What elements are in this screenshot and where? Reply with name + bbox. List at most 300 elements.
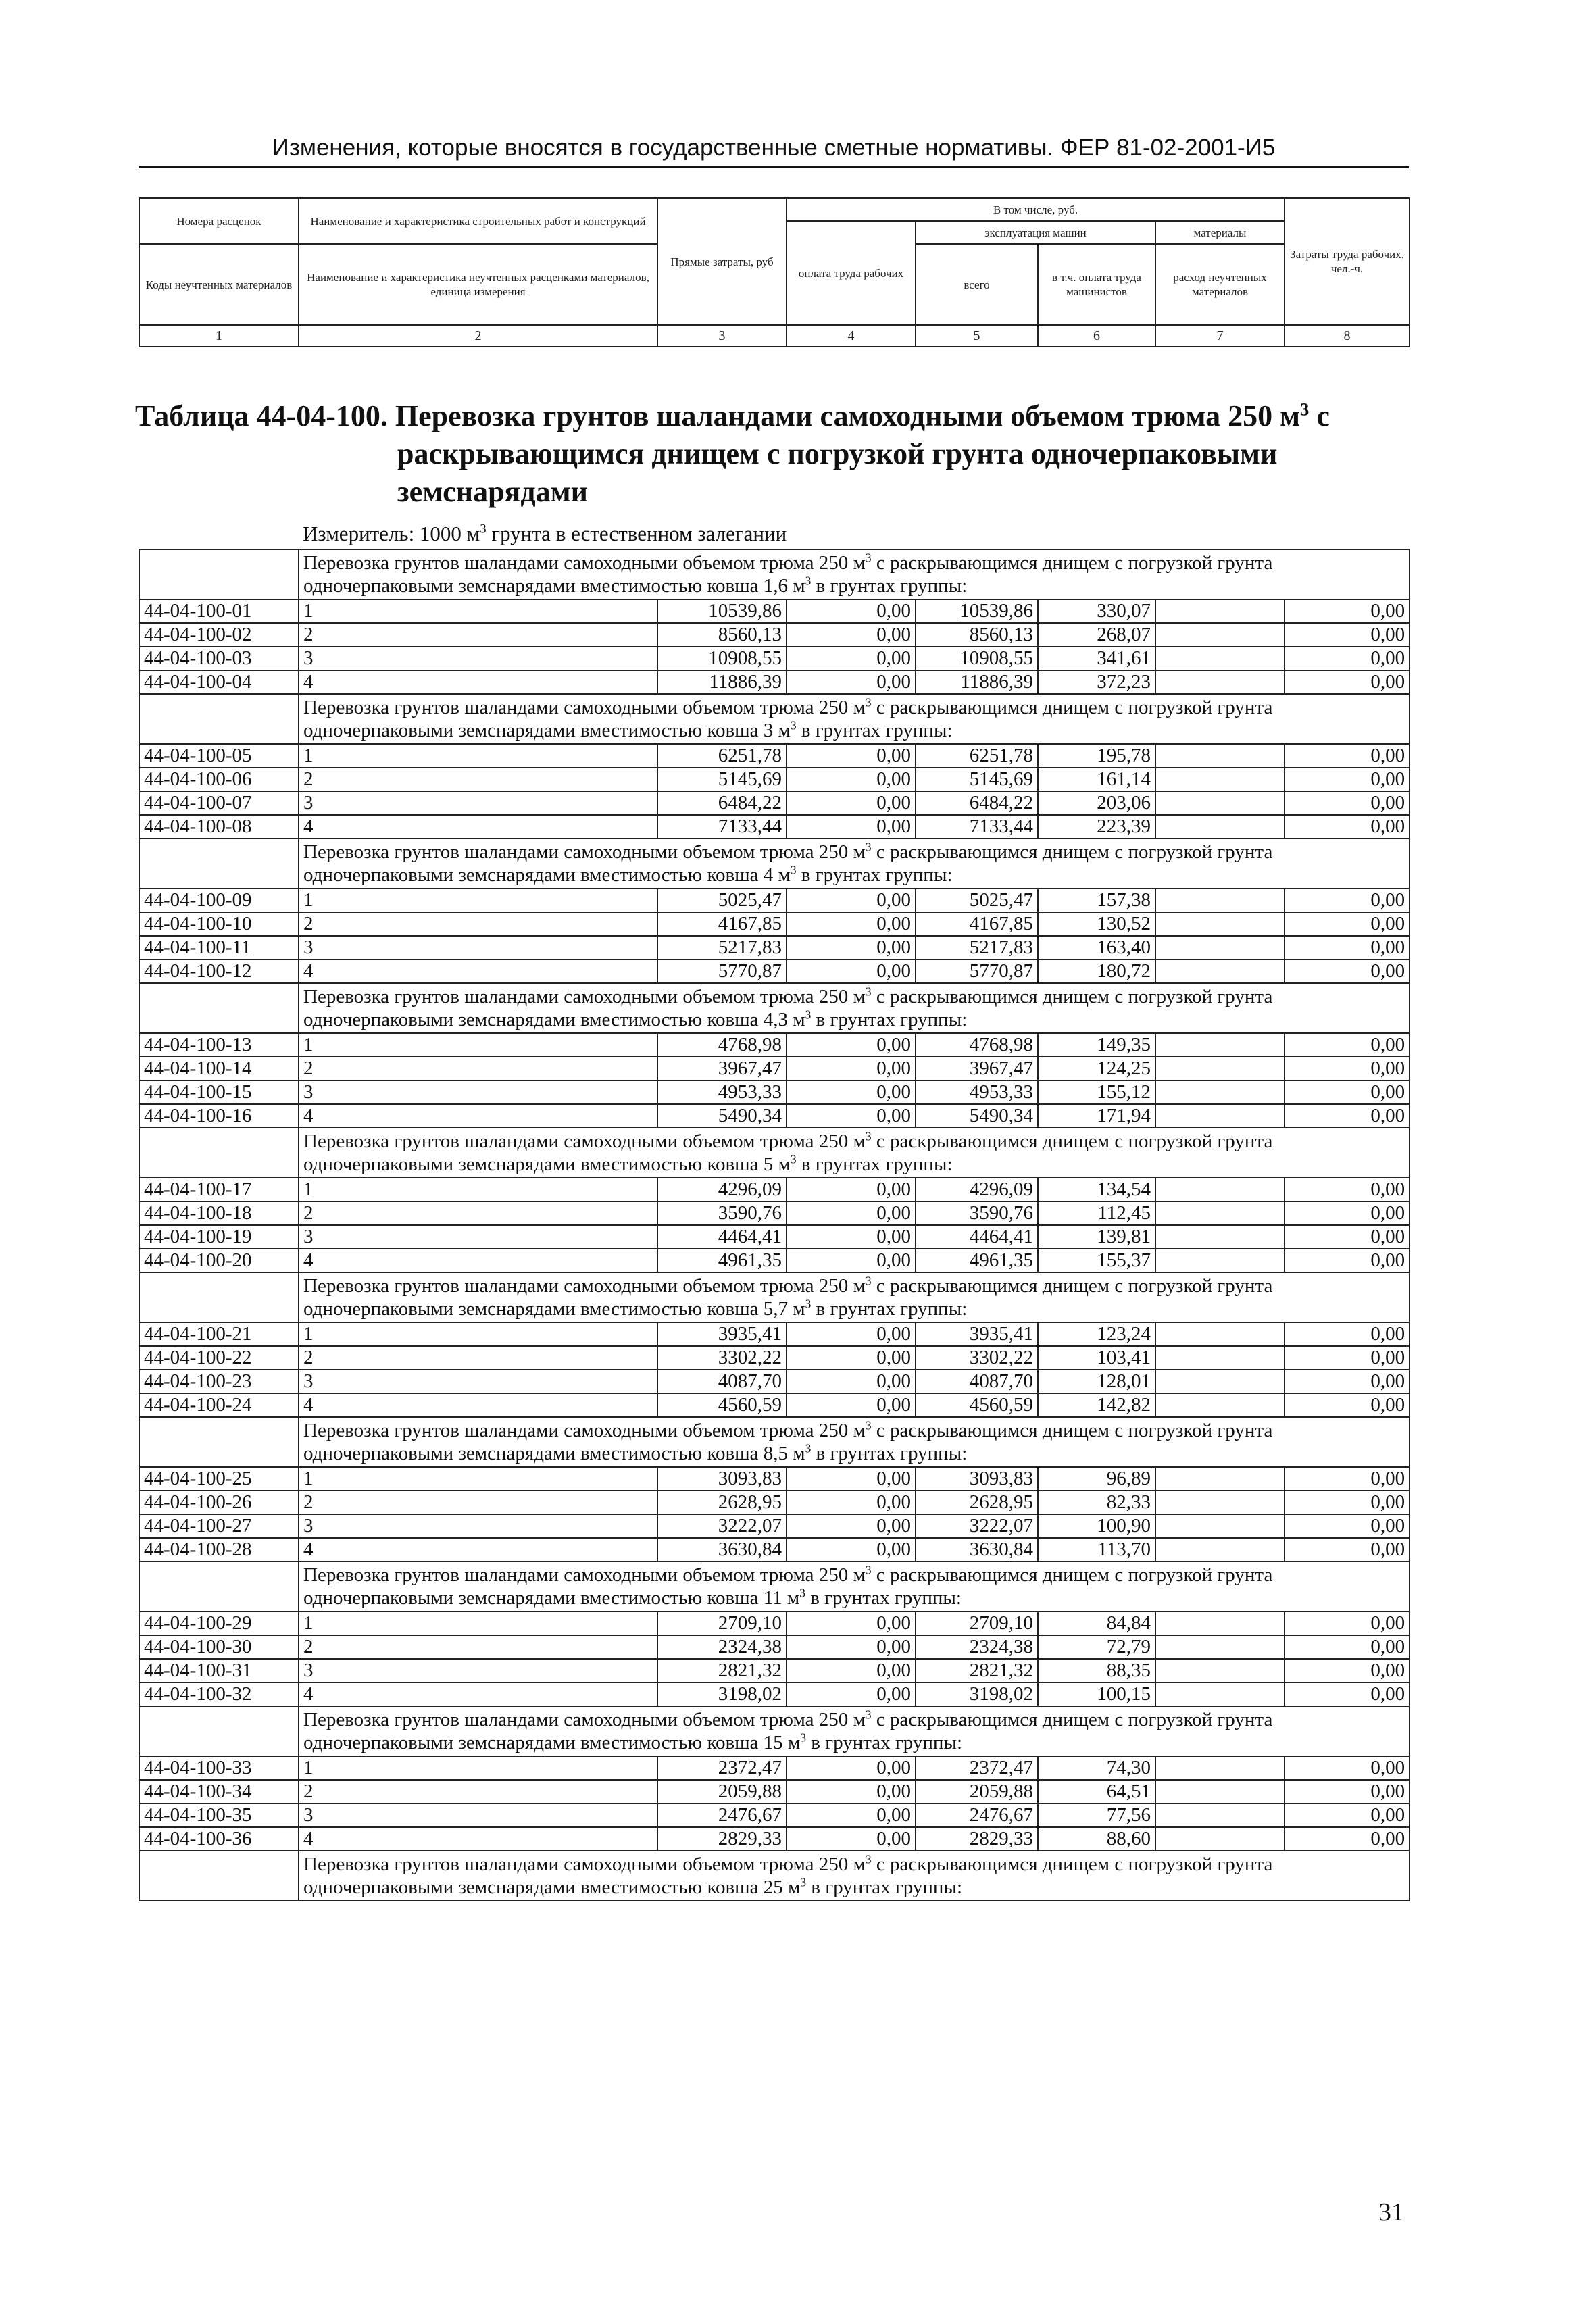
group-header-blank [139,1128,299,1178]
table-row [139,647,1410,670]
operator-pay-cell: 149,35 [1038,1033,1155,1057]
worker-pay-cell: 0,00 [787,1370,916,1393]
col-num-8: 8 [1285,325,1410,347]
rate-code-cell: 44-04-100-12 [139,960,299,983]
worker-pay-cell: 0,00 [787,1057,916,1080]
rate-code-cell: 44-04-100-35 [139,1803,299,1827]
direct-costs-cell: 10908,55 [657,647,787,670]
labor-hours-cell: 0,00 [1285,1780,1410,1803]
header-labor-hours: Затраты труда рабочих, чел.-ч. [1285,198,1410,325]
direct-costs-cell: 5490,34 [657,1104,787,1128]
table-row [139,1249,1410,1272]
table-row [139,1370,1410,1393]
material-use-cell [1155,1057,1285,1080]
rate-code-cell: 44-04-100-14 [139,1057,299,1080]
machines-total-cell: 2324,38 [916,1635,1038,1659]
operator-pay-cell: 130,52 [1038,912,1155,936]
operator-pay-cell: 128,01 [1038,1370,1155,1393]
measurement-unit: Измеритель: 1000 $м^3$ грунта в естественном залегании [303,522,787,545]
worker-pay-cell: 0,00 [787,1827,916,1851]
group-header-text: Перевозка грунтов шаландами самоходными объемом трюма 250 $м^3$ с раскрывающимся днищем с погрузкой грунта одночерпаковыми земснарядами вместимостью ковша 8,5 $м^3$ в грунтах группы: [299,1417,1410,1467]
labor-hours-cell: 0,00 [1285,1756,1410,1780]
table-title-line1: Таблица 44-04-100. Перевозка грунтов шаландами самоходными объемом трюма 250 м [135,399,1301,432]
soil-group-cell: 3 [299,1370,657,1393]
group-header-row [139,694,1410,744]
direct-costs-cell: 3198,02 [657,1683,787,1706]
group-header-text: Перевозка грунтов шаландами самоходными объемом трюма 250 $м^3$ с раскрывающимся днищем с погрузкой грунта одночерпаковыми земснарядами вместимостью ковша 4,3 $м^3$ в грунтах группы: [299,983,1410,1033]
machines-total-cell: 10908,55 [916,647,1038,670]
table-row [139,1201,1410,1225]
operator-pay-cell: 84,84 [1038,1612,1155,1635]
worker-pay-cell: 0,00 [787,744,916,768]
material-use-cell [1155,791,1285,815]
table-row [139,744,1410,768]
rate-code-cell: 44-04-100-22 [139,1346,299,1370]
operator-pay-cell: 155,37 [1038,1249,1155,1272]
machines-total-cell: 4768,98 [916,1033,1038,1057]
header-codes-top: Номера расценок [139,198,299,244]
direct-costs-cell: 8560,13 [657,623,787,647]
soil-group-cell: 3 [299,1659,657,1683]
rate-code-cell: 44-04-100-19 [139,1225,299,1249]
worker-pay-cell: 0,00 [787,623,916,647]
direct-costs-cell: 5145,69 [657,768,787,791]
soil-group-cell: 3 [299,1080,657,1104]
labor-hours-cell: 0,00 [1285,744,1410,768]
operator-pay-cell: 330,07 [1038,599,1155,623]
table-row [139,960,1410,983]
machines-total-cell: 5217,83 [916,936,1038,960]
material-use-cell [1155,1249,1285,1272]
direct-costs-cell: 2628,95 [657,1491,787,1514]
header-worker-pay: оплата труда рабочих [787,221,916,325]
direct-costs-cell: 3967,47 [657,1057,787,1080]
labor-hours-cell: 0,00 [1285,1635,1410,1659]
rate-code-cell: 44-04-100-32 [139,1683,299,1706]
soil-group-cell: 3 [299,936,657,960]
operator-pay-cell: 195,78 [1038,744,1155,768]
material-use-cell [1155,815,1285,839]
table-row [139,1683,1410,1706]
material-use-cell [1155,1225,1285,1249]
table-row [139,768,1410,791]
group-header-blank [139,983,299,1033]
operator-pay-cell: 100,15 [1038,1683,1155,1706]
labor-hours-cell: 0,00 [1285,1683,1410,1706]
group-header-row [139,983,1410,1033]
rate-code-cell: 44-04-100-18 [139,1201,299,1225]
direct-costs-cell: 5025,47 [657,889,787,912]
labor-hours-cell: 0,00 [1285,1803,1410,1827]
labor-hours-cell: 0,00 [1285,1178,1410,1201]
table-row [139,1322,1410,1346]
rate-code-cell: 44-04-100-08 [139,815,299,839]
soil-group-cell: 4 [299,670,657,694]
operator-pay-cell: 124,25 [1038,1057,1155,1080]
direct-costs-cell: 5217,83 [657,936,787,960]
operator-pay-cell: 171,94 [1038,1104,1155,1128]
soil-group-cell: 1 [299,1467,657,1491]
operator-pay-cell: 100,90 [1038,1514,1155,1538]
operator-pay-cell: 161,14 [1038,768,1155,791]
rate-code-cell: 44-04-100-27 [139,1514,299,1538]
direct-costs-cell: 4961,35 [657,1249,787,1272]
worker-pay-cell: 0,00 [787,1538,916,1562]
rate-code-cell: 44-04-100-09 [139,889,299,912]
soil-group-cell: 1 [299,1033,657,1057]
labor-hours-cell: 0,00 [1285,1370,1410,1393]
rate-code-cell: 44-04-100-30 [139,1635,299,1659]
rate-code-cell: 44-04-100-03 [139,647,299,670]
material-use-cell [1155,1514,1285,1538]
machines-total-cell: 11886,39 [916,670,1038,694]
worker-pay-cell: 0,00 [787,1612,916,1635]
rate-code-cell: 44-04-100-25 [139,1467,299,1491]
soil-group-cell: 1 [299,1322,657,1346]
material-use-cell [1155,647,1285,670]
operator-pay-cell: 155,12 [1038,1080,1155,1104]
direct-costs-cell: 3935,41 [657,1322,787,1346]
soil-group-cell: 3 [299,1514,657,1538]
soil-group-cell: 3 [299,791,657,815]
machines-total-cell: 2059,88 [916,1780,1038,1803]
group-header-row [139,1562,1410,1612]
soil-group-cell: 4 [299,1104,657,1128]
table-row [139,1635,1410,1659]
rate-code-cell: 44-04-100-17 [139,1178,299,1201]
worker-pay-cell: 0,00 [787,1803,916,1827]
material-use-cell [1155,744,1285,768]
direct-costs-cell: 7133,44 [657,815,787,839]
labor-hours-cell: 0,00 [1285,1080,1410,1104]
machines-total-cell: 4961,35 [916,1249,1038,1272]
table-row [139,889,1410,912]
worker-pay-cell: 0,00 [787,889,916,912]
table-row [139,1514,1410,1538]
labor-hours-cell: 0,00 [1285,960,1410,983]
direct-costs-cell: 6251,78 [657,744,787,768]
worker-pay-cell: 0,00 [787,1201,916,1225]
worker-pay-cell: 0,00 [787,815,916,839]
col-num-1: 1 [139,325,299,347]
table-row [139,1104,1410,1128]
labor-hours-cell: 0,00 [1285,1033,1410,1057]
group-header-row [139,839,1410,889]
material-use-cell [1155,1756,1285,1780]
table-title-end: с [1309,399,1330,432]
soil-group-cell: 3 [299,1225,657,1249]
table-title-sup: 3 [1300,399,1310,420]
direct-costs-cell: 4464,41 [657,1225,787,1249]
direct-costs-cell: 3630,84 [657,1538,787,1562]
worker-pay-cell: 0,00 [787,1393,916,1417]
group-header-row [139,1272,1410,1322]
material-use-cell [1155,1491,1285,1514]
material-use-cell [1155,912,1285,936]
worker-pay-cell: 0,00 [787,936,916,960]
group-header-blank [139,1851,299,1901]
machines-total-cell: 5490,34 [916,1104,1038,1128]
machines-total-cell: 4167,85 [916,912,1038,936]
operator-pay-cell: 341,61 [1038,647,1155,670]
group-header-row [139,1417,1410,1467]
worker-pay-cell: 0,00 [787,1322,916,1346]
operator-pay-cell: 163,40 [1038,936,1155,960]
group-header-row [139,1706,1410,1756]
header-material-use: расход неучтенных материалов [1155,244,1285,325]
material-use-cell [1155,1033,1285,1057]
labor-hours-cell: 0,00 [1285,791,1410,815]
table-row [139,791,1410,815]
direct-costs-cell: 4768,98 [657,1033,787,1057]
worker-pay-cell: 0,00 [787,1756,916,1780]
worker-pay-cell: 0,00 [787,1780,916,1803]
worker-pay-cell: 0,00 [787,1491,916,1514]
labor-hours-cell: 0,00 [1285,1346,1410,1370]
soil-group-cell: 3 [299,1803,657,1827]
soil-group-cell: 2 [299,1491,657,1514]
rate-code-cell: 44-04-100-23 [139,1370,299,1393]
direct-costs-cell: 6484,22 [657,791,787,815]
rate-code-cell: 44-04-100-16 [139,1104,299,1128]
labor-hours-cell: 0,00 [1285,1538,1410,1562]
group-header-blank [139,1562,299,1612]
header-direct-costs: Прямые затраты, руб [657,198,787,325]
machines-total-cell: 3222,07 [916,1514,1038,1538]
group-header-blank [139,694,299,744]
worker-pay-cell: 0,00 [787,1467,916,1491]
rate-code-cell: 44-04-100-04 [139,670,299,694]
labor-hours-cell: 0,00 [1285,1225,1410,1249]
soil-group-cell: 4 [299,1538,657,1562]
table-title [135,397,1432,511]
group-header-text: Перевозка грунтов шаландами самоходными объемом трюма 250 $м^3$ с раскрывающимся днищем с погрузкой грунта одночерпаковыми земснарядами вместимостью ковша 3 $м^3$ в грунтах группы: [299,694,1410,744]
labor-hours-cell: 0,00 [1285,1491,1410,1514]
direct-costs-cell: 4953,33 [657,1080,787,1104]
machines-total-cell: 2372,47 [916,1756,1038,1780]
machines-total-cell: 6251,78 [916,744,1038,768]
column-header-table [139,197,1410,347]
machines-total-cell: 2829,33 [916,1827,1038,1851]
worker-pay-cell: 0,00 [787,1346,916,1370]
table-row [139,936,1410,960]
rate-code-cell: 44-04-100-01 [139,599,299,623]
group-header-blank [139,549,299,599]
labor-hours-cell: 0,00 [1285,647,1410,670]
soil-group-cell: 4 [299,1683,657,1706]
soil-group-cell: 3 [299,647,657,670]
material-use-cell [1155,1346,1285,1370]
worker-pay-cell: 0,00 [787,912,916,936]
soil-group-cell: 2 [299,1057,657,1080]
table-row [139,1178,1410,1201]
labor-hours-cell: 0,00 [1285,889,1410,912]
labor-hours-cell: 0,00 [1285,1201,1410,1225]
worker-pay-cell: 0,00 [787,670,916,694]
machines-total-cell: 3093,83 [916,1467,1038,1491]
direct-costs-cell: 3222,07 [657,1514,787,1538]
soil-group-cell: 2 [299,1346,657,1370]
direct-costs-cell: 5770,87 [657,960,787,983]
material-use-cell [1155,1827,1285,1851]
soil-group-cell: 4 [299,960,657,983]
worker-pay-cell: 0,00 [787,960,916,983]
direct-costs-cell: 2059,88 [657,1780,787,1803]
rate-code-cell: 44-04-100-26 [139,1491,299,1514]
group-header-row [139,1128,1410,1178]
labor-hours-cell: 0,00 [1285,1827,1410,1851]
group-header-text: Перевозка грунтов шаландами самоходными объемом трюма 250 $м^3$ с раскрывающимся днищем с погрузкой грунта одночерпаковыми земснарядами вместимостью ковша 11 $м^3$ в грунтах группы: [299,1562,1410,1612]
worker-pay-cell: 0,00 [787,791,916,815]
table-row [139,1491,1410,1514]
machines-total-cell: 3302,22 [916,1346,1038,1370]
direct-costs-cell: 11886,39 [657,670,787,694]
machines-total-cell: 2821,32 [916,1659,1038,1683]
machines-total-cell: 3967,47 [916,1057,1038,1080]
table-row [139,1346,1410,1370]
machines-total-cell: 5770,87 [916,960,1038,983]
worker-pay-cell: 0,00 [787,1635,916,1659]
rate-code-cell: 44-04-100-05 [139,744,299,768]
group-header-row [139,1851,1410,1901]
table-row [139,1538,1410,1562]
labor-hours-cell: 0,00 [1285,623,1410,647]
group-header-blank [139,1417,299,1467]
table-row [139,1756,1410,1780]
header-codes-bottom: Коды неучтенных материалов [139,244,299,325]
machines-total-cell: 4560,59 [916,1393,1038,1417]
rate-code-cell: 44-04-100-06 [139,768,299,791]
labor-hours-cell: 0,00 [1285,815,1410,839]
operator-pay-cell: 142,82 [1038,1393,1155,1417]
machines-total-cell: 2476,67 [916,1803,1038,1827]
worker-pay-cell: 0,00 [787,1033,916,1057]
machines-total-cell: 4087,70 [916,1370,1038,1393]
machines-total-cell: 10539,86 [916,599,1038,623]
material-use-cell [1155,1538,1285,1562]
machines-total-cell: 8560,13 [916,623,1038,647]
operator-pay-cell: 112,45 [1038,1201,1155,1225]
direct-costs-cell: 2709,10 [657,1612,787,1635]
col-num-7: 7 [1155,325,1285,347]
direct-costs-cell: 2372,47 [657,1756,787,1780]
material-use-cell [1155,599,1285,623]
table-title-line3: земснарядами [397,475,588,508]
group-header-blank [139,1272,299,1322]
soil-group-cell: 2 [299,912,657,936]
labor-hours-cell: 0,00 [1285,912,1410,936]
table-row [139,1612,1410,1635]
rate-code-cell: 44-04-100-20 [139,1249,299,1272]
labor-hours-cell: 0,00 [1285,936,1410,960]
soil-group-cell: 1 [299,889,657,912]
worker-pay-cell: 0,00 [787,1683,916,1706]
material-use-cell [1155,1683,1285,1706]
material-use-cell [1155,936,1285,960]
group-header-text: Перевозка грунтов шаландами самоходными объемом трюма 250 $м^3$ с раскрывающимся днищем с погрузкой грунта одночерпаковыми земснарядами вместимостью ковша 25 $м^3$ в грунтах группы: [299,1851,1410,1901]
rate-code-cell: 44-04-100-31 [139,1659,299,1683]
table-row [139,1033,1410,1057]
machines-total-cell: 3935,41 [916,1322,1038,1346]
labor-hours-cell: 0,00 [1285,1104,1410,1128]
material-use-cell [1155,1104,1285,1128]
operator-pay-cell: 64,51 [1038,1780,1155,1803]
running-header: Изменения, которые вносятся в государственные сметные нормативы. ФЕР 81-02-2001-И5 [139,132,1409,168]
direct-costs-cell: 4087,70 [657,1370,787,1393]
labor-hours-cell: 0,00 [1285,599,1410,623]
worker-pay-cell: 0,00 [787,1104,916,1128]
operator-pay-cell: 74,30 [1038,1756,1155,1780]
table-row [139,670,1410,694]
operator-pay-cell: 134,54 [1038,1178,1155,1201]
direct-costs-cell: 4560,59 [657,1393,787,1417]
machines-total-cell: 4953,33 [916,1080,1038,1104]
table-row [139,1827,1410,1851]
material-use-cell [1155,960,1285,983]
soil-group-cell: 1 [299,599,657,623]
material-use-cell [1155,1612,1285,1635]
rate-code-cell: 44-04-100-36 [139,1827,299,1851]
soil-group-cell: 4 [299,1393,657,1417]
soil-group-cell: 2 [299,1635,657,1659]
soil-group-cell: 1 [299,744,657,768]
labor-hours-cell: 0,00 [1285,1467,1410,1491]
table-title-line2: раскрывающимся днищем с погрузкой грунта одночерпаковыми [397,437,1278,470]
soil-group-cell: 1 [299,1756,657,1780]
rate-code-cell: 44-04-100-21 [139,1322,299,1346]
material-use-cell [1155,1178,1285,1201]
worker-pay-cell: 0,00 [787,1659,916,1683]
operator-pay-cell: 268,07 [1038,623,1155,647]
table-row [139,1467,1410,1491]
operator-pay-cell: 123,24 [1038,1322,1155,1346]
direct-costs-cell: 2476,67 [657,1803,787,1827]
rate-code-cell: 44-04-100-13 [139,1033,299,1057]
material-use-cell [1155,768,1285,791]
machines-total-cell: 6484,22 [916,791,1038,815]
labor-hours-cell: 0,00 [1285,1659,1410,1683]
labor-hours-cell: 0,00 [1285,1249,1410,1272]
material-use-cell [1155,623,1285,647]
col-num-2: 2 [299,325,657,347]
machines-total-cell: 3590,76 [916,1201,1038,1225]
direct-costs-cell: 4167,85 [657,912,787,936]
labor-hours-cell: 0,00 [1285,670,1410,694]
table-row [139,1225,1410,1249]
rate-code-cell: 44-04-100-10 [139,912,299,936]
worker-pay-cell: 0,00 [787,599,916,623]
machines-total-cell: 2709,10 [916,1612,1038,1635]
operator-pay-cell: 372,23 [1038,670,1155,694]
material-use-cell [1155,1370,1285,1393]
group-header-text: Перевозка грунтов шаландами самоходными объемом трюма 250 $м^3$ с раскрывающимся днищем с погрузкой грунта одночерпаковыми земснарядами вместимостью ковша 1,6 $м^3$ в грунтах группы: [299,549,1410,599]
table-row [139,1057,1410,1080]
header-name-top: Наименование и характеристика строительных работ и конструкций [299,198,657,244]
table-row [139,1659,1410,1683]
soil-group-cell: 2 [299,623,657,647]
group-header-row [139,549,1410,599]
labor-hours-cell: 0,00 [1285,1514,1410,1538]
direct-costs-cell: 4296,09 [657,1178,787,1201]
rate-code-cell: 44-04-100-07 [139,791,299,815]
col-num-3: 3 [657,325,787,347]
rate-code-cell: 44-04-100-11 [139,936,299,960]
table-row [139,1393,1410,1417]
soil-group-cell: 1 [299,1612,657,1635]
col-num-4: 4 [787,325,916,347]
labor-hours-cell: 0,00 [1285,1393,1410,1417]
soil-group-cell: 1 [299,1178,657,1201]
